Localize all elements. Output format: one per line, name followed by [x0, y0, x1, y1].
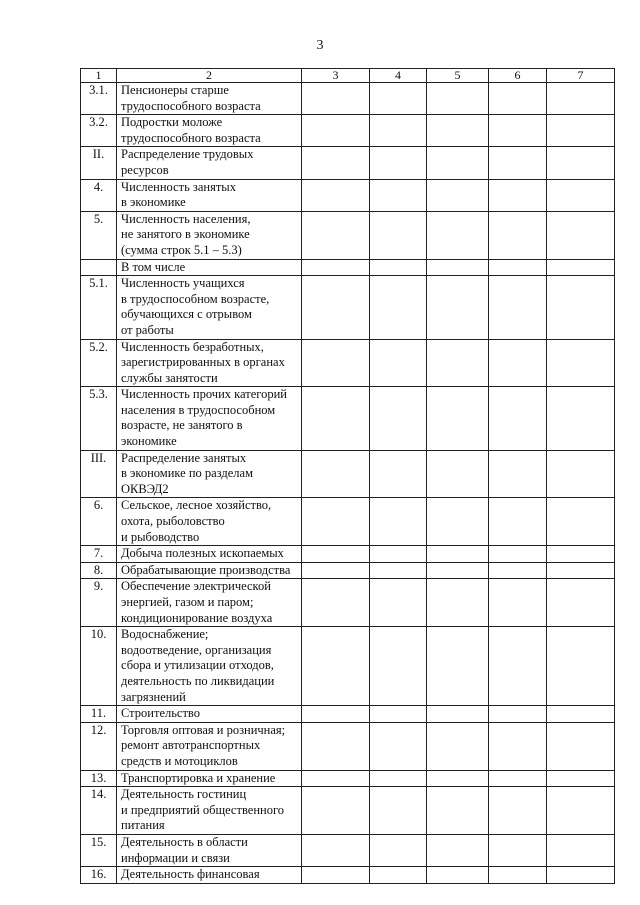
- row-number-cell: 6.: [81, 498, 117, 546]
- row-name-cell: Деятельность гостиниц и предприятий общественного питания: [117, 787, 302, 835]
- value-cell-col-6: [489, 770, 547, 787]
- value-cell-col-7: [547, 627, 615, 706]
- value-cell-col-4: [370, 562, 427, 579]
- row-name-cell: Деятельность в области информации и связи: [117, 834, 302, 866]
- value-cell-col-6: [489, 259, 547, 276]
- value-cell-col-6: [489, 387, 547, 450]
- row-number-cell: 14.: [81, 787, 117, 835]
- table-header-row: [81, 69, 615, 83]
- value-cell-col-5: [427, 579, 489, 627]
- value-cell-col-5: [427, 787, 489, 835]
- row-number-cell: 9.: [81, 579, 117, 627]
- row-number-cell: II.: [81, 147, 117, 179]
- value-cell-col-7: [547, 562, 615, 579]
- row-name-cell: Строительство: [117, 706, 302, 723]
- row-number-cell: 3.1.: [81, 83, 117, 115]
- value-cell-col-6: [489, 787, 547, 835]
- value-cell-col-4: [370, 339, 427, 387]
- value-cell-col-7: [547, 179, 615, 211]
- value-cell-col-5: [427, 115, 489, 147]
- value-cell-col-5: [427, 276, 489, 339]
- header-cell-6: 6: [489, 69, 547, 83]
- value-cell-col-6: [489, 722, 547, 770]
- table-row: [81, 546, 615, 563]
- value-cell-col-3: [302, 276, 370, 339]
- header-cell-3: 3: [302, 69, 370, 83]
- row-name-cell: Пенсионеры старше трудоспособного возраста: [117, 83, 302, 115]
- value-cell-col-5: [427, 83, 489, 115]
- value-cell-col-4: [370, 387, 427, 450]
- value-cell-col-5: [427, 211, 489, 259]
- value-cell-col-3: [302, 115, 370, 147]
- value-cell-col-7: [547, 787, 615, 835]
- table-row: [81, 115, 615, 147]
- value-cell-col-7: [547, 211, 615, 259]
- row-number-cell: 3.2.: [81, 115, 117, 147]
- row-number-cell: 10.: [81, 627, 117, 706]
- value-cell-col-5: [427, 722, 489, 770]
- value-cell-col-4: [370, 770, 427, 787]
- value-cell-col-6: [489, 276, 547, 339]
- row-number-cell: 4.: [81, 179, 117, 211]
- value-cell-col-7: [547, 387, 615, 450]
- value-cell-col-3: [302, 211, 370, 259]
- value-cell-col-5: [427, 562, 489, 579]
- row-name-cell: Распределение занятых в экономике по разделам ОКВЭД2: [117, 450, 302, 498]
- value-cell-col-5: [427, 147, 489, 179]
- value-cell-col-7: [547, 546, 615, 563]
- value-cell-col-6: [489, 579, 547, 627]
- value-cell-col-6: [489, 339, 547, 387]
- header-cell-1: 1: [81, 69, 117, 83]
- value-cell-col-5: [427, 450, 489, 498]
- value-cell-col-4: [370, 450, 427, 498]
- value-cell-col-7: [547, 834, 615, 866]
- row-number-cell: 5.: [81, 211, 117, 259]
- value-cell-col-5: [427, 339, 489, 387]
- table-row: [81, 562, 615, 579]
- table-row: [81, 339, 615, 387]
- header-cell-2: 2: [117, 69, 302, 83]
- row-name-cell: Численность населения, не занятого в экономике (сумма строк 5.1 – 5.3): [117, 211, 302, 259]
- value-cell-col-5: [427, 834, 489, 866]
- value-cell-col-4: [370, 867, 427, 884]
- value-cell-col-6: [489, 546, 547, 563]
- row-number-cell: 16.: [81, 867, 117, 884]
- row-number-cell: 5.2.: [81, 339, 117, 387]
- row-name-cell: Численность занятых в экономике: [117, 179, 302, 211]
- value-cell-col-3: [302, 450, 370, 498]
- table-row: [81, 706, 615, 723]
- value-cell-col-3: [302, 562, 370, 579]
- value-cell-col-7: [547, 276, 615, 339]
- table-row: [81, 834, 615, 866]
- table-row: [81, 722, 615, 770]
- table-row: [81, 498, 615, 546]
- header-cell-7: 7: [547, 69, 615, 83]
- table-row: [81, 259, 615, 276]
- value-cell-col-7: [547, 339, 615, 387]
- value-cell-col-4: [370, 546, 427, 563]
- value-cell-col-7: [547, 867, 615, 884]
- value-cell-col-6: [489, 115, 547, 147]
- value-cell-col-4: [370, 706, 427, 723]
- table-row: [81, 579, 615, 627]
- value-cell-col-3: [302, 179, 370, 211]
- value-cell-col-6: [489, 867, 547, 884]
- row-name-cell: Подростки моложе трудоспособного возраста: [117, 115, 302, 147]
- value-cell-col-6: [489, 147, 547, 179]
- value-cell-col-3: [302, 498, 370, 546]
- value-cell-col-6: [489, 627, 547, 706]
- value-cell-col-5: [427, 387, 489, 450]
- row-name-cell: Торговля оптовая и розничная; ремонт автотранспортных средств и мотоциклов: [117, 722, 302, 770]
- value-cell-col-3: [302, 546, 370, 563]
- value-cell-col-4: [370, 259, 427, 276]
- row-name-cell: Сельское, лесное хозяйство, охота, рыболовство и рыбоводство: [117, 498, 302, 546]
- value-cell-col-6: [489, 83, 547, 115]
- value-cell-col-4: [370, 722, 427, 770]
- value-cell-col-7: [547, 83, 615, 115]
- table-row: [81, 83, 615, 115]
- row-number-cell: 11.: [81, 706, 117, 723]
- value-cell-col-7: [547, 450, 615, 498]
- value-cell-col-5: [427, 546, 489, 563]
- value-cell-col-6: [489, 834, 547, 866]
- value-cell-col-3: [302, 627, 370, 706]
- value-cell-col-4: [370, 179, 427, 211]
- value-cell-col-5: [427, 259, 489, 276]
- value-cell-col-3: [302, 834, 370, 866]
- header-cell-5: 5: [427, 69, 489, 83]
- value-cell-col-7: [547, 259, 615, 276]
- value-cell-col-6: [489, 450, 547, 498]
- value-cell-col-3: [302, 706, 370, 723]
- row-number-cell: 5.1.: [81, 276, 117, 339]
- row-name-cell: Обеспечение электрической энергией, газом и паром; кондиционирование воздуха: [117, 579, 302, 627]
- value-cell-col-3: [302, 770, 370, 787]
- value-cell-col-4: [370, 276, 427, 339]
- value-cell-col-6: [489, 211, 547, 259]
- value-cell-col-3: [302, 147, 370, 179]
- row-name-cell: Деятельность финансовая: [117, 867, 302, 884]
- value-cell-col-7: [547, 706, 615, 723]
- value-cell-col-3: [302, 387, 370, 450]
- value-cell-col-7: [547, 115, 615, 147]
- table-row: [81, 450, 615, 498]
- value-cell-col-6: [489, 706, 547, 723]
- row-number-cell: III.: [81, 450, 117, 498]
- row-name-cell: Транспортировка и хранение: [117, 770, 302, 787]
- value-cell-col-3: [302, 83, 370, 115]
- table-row: [81, 276, 615, 339]
- value-cell-col-6: [489, 562, 547, 579]
- row-name-cell: Численность учащихся в трудоспособном возрасте, обучающихся с отрывом от работы: [117, 276, 302, 339]
- value-cell-col-6: [489, 498, 547, 546]
- value-cell-col-5: [427, 627, 489, 706]
- row-number-cell: 7.: [81, 546, 117, 563]
- value-cell-col-3: [302, 339, 370, 387]
- value-cell-col-7: [547, 498, 615, 546]
- table-row: [81, 867, 615, 884]
- value-cell-col-4: [370, 147, 427, 179]
- row-number-cell: 5.3.: [81, 387, 117, 450]
- table-row: [81, 627, 615, 706]
- table-row: [81, 787, 615, 835]
- table-row: [81, 211, 615, 259]
- value-cell-col-3: [302, 867, 370, 884]
- row-number-cell: 12.: [81, 722, 117, 770]
- table-row: [81, 387, 615, 450]
- value-cell-col-3: [302, 787, 370, 835]
- value-cell-col-4: [370, 627, 427, 706]
- page-number: 3: [316, 38, 324, 53]
- value-cell-col-7: [547, 722, 615, 770]
- value-cell-col-5: [427, 498, 489, 546]
- value-cell-col-4: [370, 83, 427, 115]
- row-name-cell: Водоснабжение; водоотведение, организация сбора и утилизации отходов, деятельность по ликвидации загрязнений: [117, 627, 302, 706]
- value-cell-col-5: [427, 770, 489, 787]
- value-cell-col-5: [427, 867, 489, 884]
- row-number-cell: 13.: [81, 770, 117, 787]
- value-cell-col-5: [427, 706, 489, 723]
- table-row: [81, 770, 615, 787]
- value-cell-col-7: [547, 147, 615, 179]
- value-cell-col-4: [370, 787, 427, 835]
- row-number-cell: 15.: [81, 834, 117, 866]
- value-cell-col-3: [302, 579, 370, 627]
- value-cell-col-7: [547, 579, 615, 627]
- value-cell-col-5: [427, 179, 489, 211]
- value-cell-col-3: [302, 259, 370, 276]
- value-cell-col-7: [547, 770, 615, 787]
- value-cell-col-4: [370, 115, 427, 147]
- data-table: [80, 68, 615, 884]
- row-number-cell: 8.: [81, 562, 117, 579]
- table-body: [81, 69, 615, 884]
- row-name-cell: Численность прочих категорий населения в трудоспособном возрасте, не занятого в экономике: [117, 387, 302, 450]
- row-number-cell: [81, 259, 117, 276]
- row-name-cell: Добыча полезных ископаемых: [117, 546, 302, 563]
- row-name-cell: Обрабатывающие производства: [117, 562, 302, 579]
- value-cell-col-4: [370, 211, 427, 259]
- table-row: [81, 147, 615, 179]
- value-cell-col-3: [302, 722, 370, 770]
- value-cell-col-4: [370, 579, 427, 627]
- value-cell-col-6: [489, 179, 547, 211]
- header-cell-4: 4: [370, 69, 427, 83]
- row-name-cell: В том числе: [117, 259, 302, 276]
- table-row: [81, 179, 615, 211]
- row-name-cell: Численность безработных, зарегистрированных в органах службы занятости: [117, 339, 302, 387]
- value-cell-col-4: [370, 498, 427, 546]
- row-name-cell: Распределение трудовых ресурсов: [117, 147, 302, 179]
- value-cell-col-4: [370, 834, 427, 866]
